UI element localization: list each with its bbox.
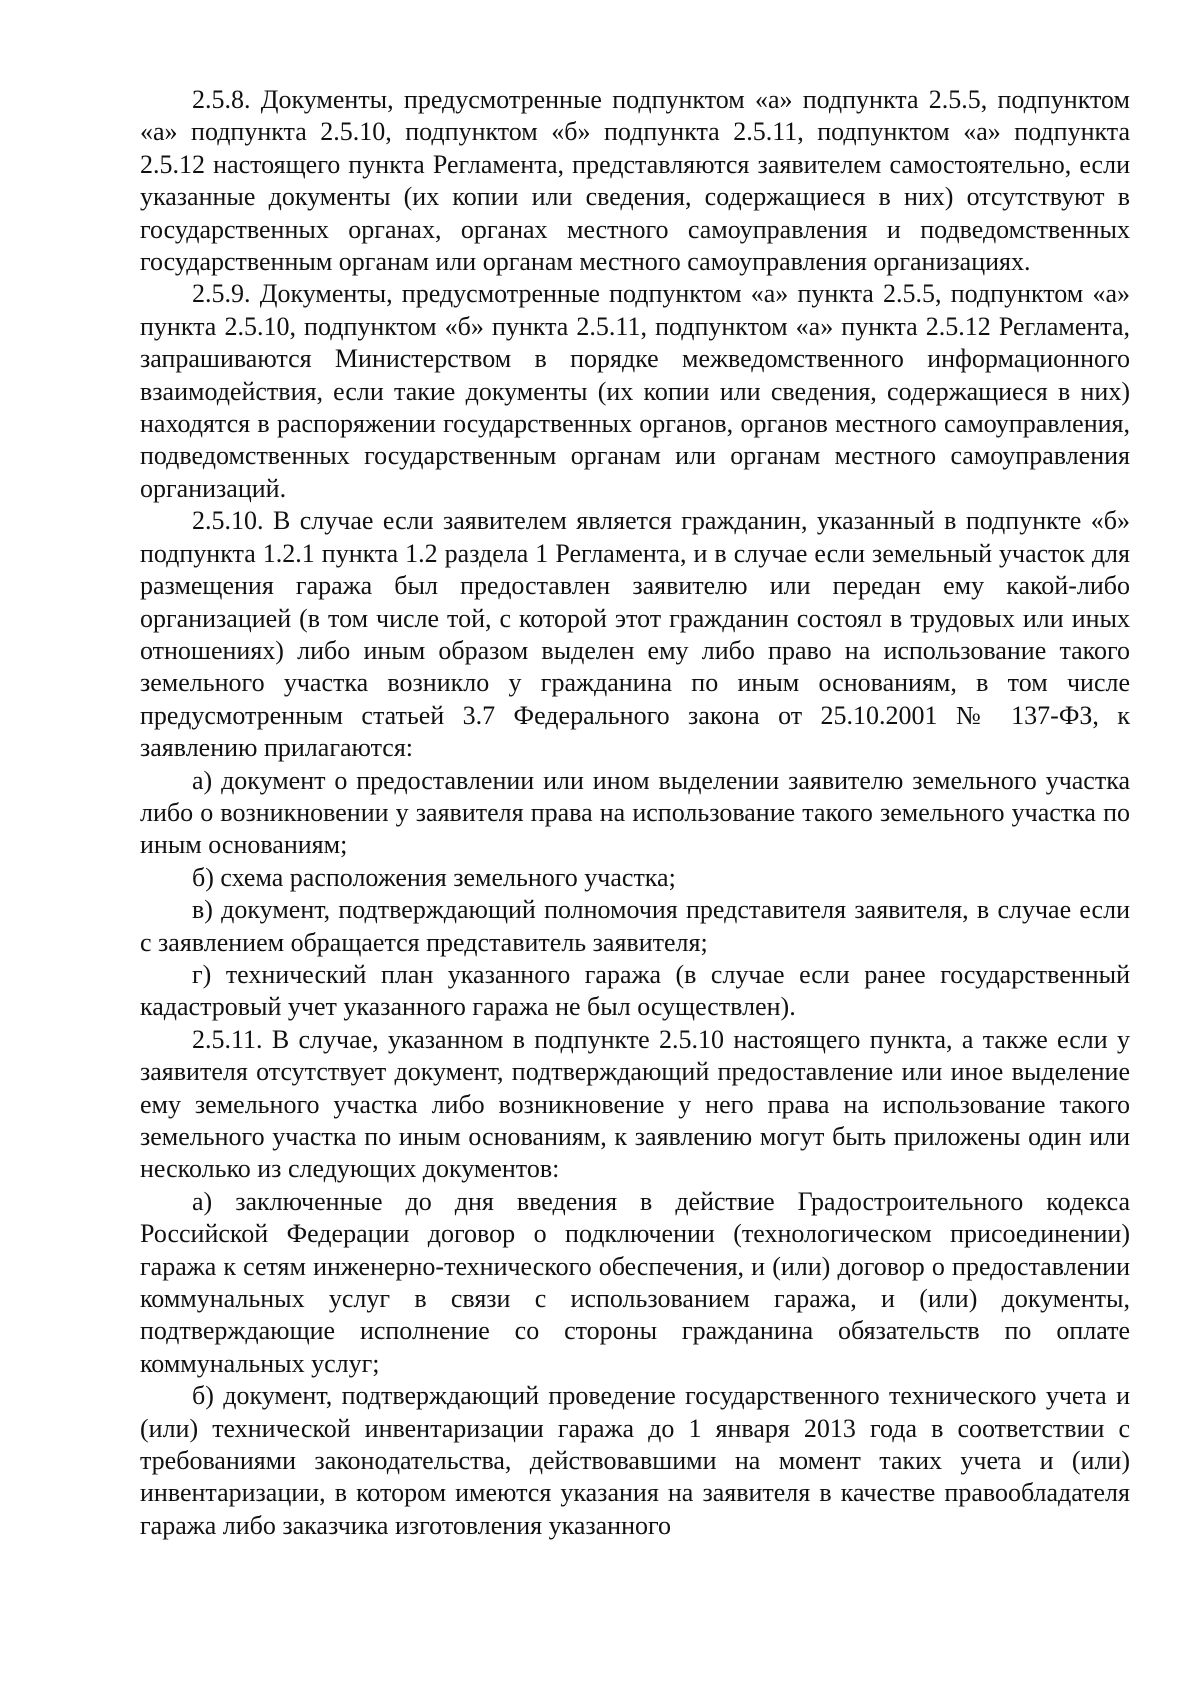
list-item-2-5-10-a: а) документ о предоставлении или ином выделении заявителю земельного участка либо о возникновении у заявителя права на использование такого земельного участка по иным основаниям;	[140, 765, 1130, 860]
list-item-2-5-11-b: б) документ, подтверждающий проведение государственного технического учета и (или) технической инвентаризации гаража до 1 января 2013 года в соответствии с требованиями законодательства, действовавшими на момент таких учета и (или) инвентаризации, в котором имеются указания на заявителя в качестве правообладателя гаража либо заказчика изготовления указанного	[140, 1381, 1130, 1540]
paragraph-2-5-9: 2.5.9. Документы, предусмотренные подпунктом «а» пункта 2.5.5, подпунктом «а» пункта 2.5.10, подпунктом «б» пункта 2.5.11, подпунктом «а» пункта 2.5.12 Регламента, запрашиваются Министерством в порядке межведомственного информационного взаимодействия, если такие документы (их копии или сведения, содержащиеся в них) находятся в распоряжении государственных органов, органов местного самоуправления, подведомственных государственным органам или органам местного самоуправления организаций.	[140, 279, 1130, 503]
list-item-2-5-10-g: г) технический план указанного гаража (в случае если ранее государственный кадастровый учет указанного гаража не был осуществлен).	[140, 959, 1130, 1022]
document-page	[140, 84, 1130, 1684]
paragraph-2-5-8: 2.5.8. Документы, предусмотренные подпунктом «а» подпункта 2.5.5, подпунктом «а» подпункта 2.5.10, подпунктом «б» подпункта 2.5.11, подпунктом «а» подпункта 2.5.12 настоящего пункта Регламента, представляются заявителем самостоятельно, если указанные документы (их копии или сведения, содержащиеся в них) отсутствуют в государственных органах, органах местного самоуправления и подведомственных государственным органам или органам местного самоуправления организациях.	[140, 85, 1130, 277]
list-item-2-5-10-b: б) схема расположения земельного участка;	[192, 862, 676, 892]
list-item-2-5-11-a: а) заключенные до дня введения в действие Градостроительного кодекса Российской Федерации договор о подключении (технологическом присоединении) гаража к сетям инженерно-технического обеспечения, и (или) договор о предоставлении коммунальных услуг в связи с использованием гаража, и (или) документы, подтверждающие исполнение со стороны гражданина обязательств по оплате коммунальных услуг;	[140, 1186, 1130, 1378]
list-item-2-5-10-v: в) документ, подтверждающий полномочия представителя заявителя, в случае если с заявлением обращается представитель заявителя;	[140, 895, 1130, 957]
paragraph-2-5-10: 2.5.10. В случае если заявителем является гражданин, указанный в подпункте «б» подпункта 1.2.1 пункта 1.2 раздела 1 Регламента, и в случае если земельный участок для размещения гаража был предоставлен заявителю или передан ему какой-либо организацией (в том числе той, с которой этот гражданин состоял в трудовых или иных отношениях) либо иным образом выделен ему либо право на использование такого земельного участка возникло у гражданина по иным основаниям, в том числе предусмотренным статьей 3.7 Федерального закона от 25.10.2001 № 137-ФЗ, к заявлению прилагаются:	[140, 506, 1130, 763]
paragraph-2-5-11: 2.5.11. В случае, указанном в подпункте 2.5.10 настоящего пункта, а также если у заявителя отсутствует документ, подтверждающий предоставление или иное выделение ему земельного участка либо возникновение у него права на использование такого земельного участка по иным основаниям, к заявлению могут быть приложены один или несколько из следующих документов:	[140, 1024, 1130, 1184]
